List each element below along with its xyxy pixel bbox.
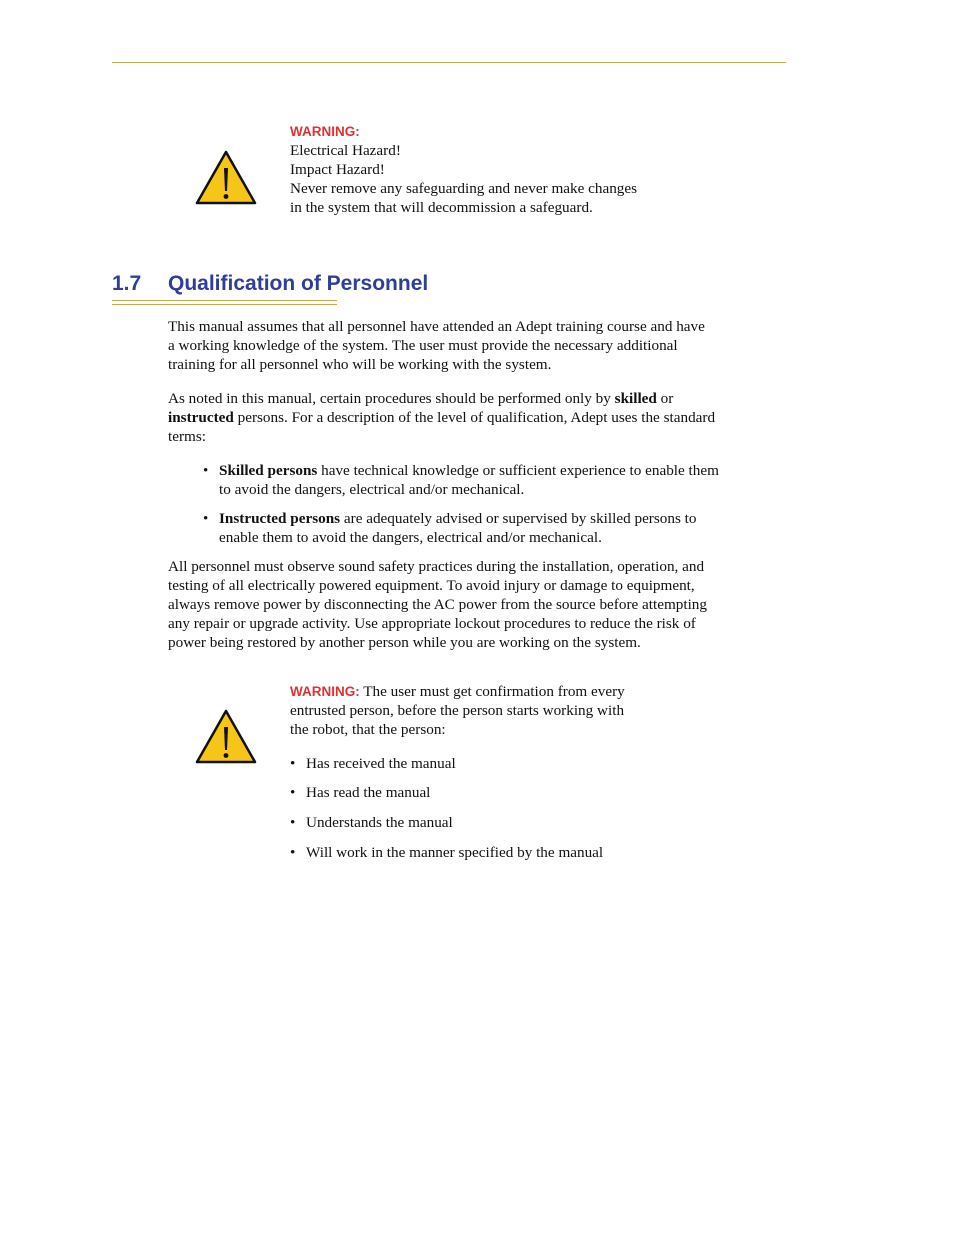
list-item-text [219, 461, 794, 499]
warning-label: WARNING: [290, 684, 360, 699]
list-item-text [219, 509, 794, 547]
text-run: to avoid the dangers, electrical and/or mechanical. [219, 481, 525, 498]
bold-term: Instructed persons [219, 510, 341, 527]
text-run: As noted in this manual, certain procedures should be performed only by [168, 390, 615, 407]
bold-term-skilled: skilled [614, 390, 657, 407]
list-item-text: Understands the manual [306, 814, 453, 831]
paragraph-line: All personnel must observe sound safety practices during the installation, operation, and [168, 558, 705, 575]
warning-line: in the system that will decommission a safeguard. [290, 199, 593, 216]
warning-line [290, 682, 710, 701]
paragraph-line [168, 408, 788, 427]
text-run: The user must get confirmation from every [359, 683, 625, 700]
bullet-dot: • [290, 784, 296, 801]
bullet-dot: • [203, 462, 209, 479]
bullet-dot: • [290, 755, 296, 772]
bullet-dot: • [290, 844, 296, 861]
warning-triangle-icon [195, 150, 257, 205]
paragraph-line: testing of all electrically powered equipment. To avoid injury or damage to equipment, [168, 577, 695, 594]
section-number: 1.7 [112, 272, 142, 295]
warning-line: Never remove any safeguarding and never make changes [290, 180, 638, 197]
warning-line: Electrical Hazard! [290, 142, 401, 159]
warning-line: the robot, that the person: [290, 721, 446, 738]
paragraph-safety [168, 557, 788, 652]
text-run: persons. For a description of the level of qualification, Adept uses the standard [233, 409, 716, 426]
paragraph-qualification [168, 389, 788, 446]
warning-triangle-icon [195, 709, 257, 764]
list-item-text: Has read the manual [306, 784, 431, 801]
paragraph-line: always remove power by disconnecting the AC power from the source before attempting [168, 596, 707, 613]
warning-label: WARNING: [290, 124, 360, 139]
paragraph-intro [168, 317, 788, 374]
text-run: are adequately advised or supervised by skilled persons to [340, 510, 697, 527]
paragraph-line: terms: [168, 428, 206, 445]
text-run: or [656, 390, 674, 407]
section-title: Qualification of Personnel [168, 272, 429, 295]
warning-line: entrusted person, before the person starts working with [290, 702, 625, 719]
paragraph-line: any repair or upgrade activity. Use appropriate lockout procedures to reduce the risk of [168, 615, 696, 632]
paragraph-line: a working knowledge of the system. The user must provide the necessary additional [168, 337, 678, 354]
section-heading [112, 270, 428, 298]
bullet-dot: • [290, 814, 296, 831]
warning-1 [290, 122, 710, 217]
list-item-text: Will work in the manner specified by the manual [306, 844, 604, 861]
warning-2 [290, 682, 710, 739]
text-run: enable them to avoid the dangers, electrical and/or mechanical. [219, 529, 602, 546]
text-run: have technical knowledge or sufficient experience to enable them [317, 462, 719, 479]
paragraph-line [168, 389, 788, 408]
heading-underline [112, 304, 337, 305]
header-rule [112, 62, 786, 63]
bold-term-instructed: instructed [168, 409, 234, 426]
warning-line: Impact Hazard! [290, 161, 385, 178]
paragraph-line: training for all personnel who will be working with the system. [168, 356, 552, 373]
list-item-text: Has received the manual [306, 755, 456, 772]
paragraph-line: power being restored by another person while you are working on the system. [168, 634, 641, 651]
heading-underline [112, 300, 337, 301]
paragraph-line: This manual assumes that all personnel have attended an Adept training course and have [168, 318, 705, 335]
bold-term: Skilled persons [219, 462, 318, 479]
bullet-dot: • [203, 510, 209, 527]
